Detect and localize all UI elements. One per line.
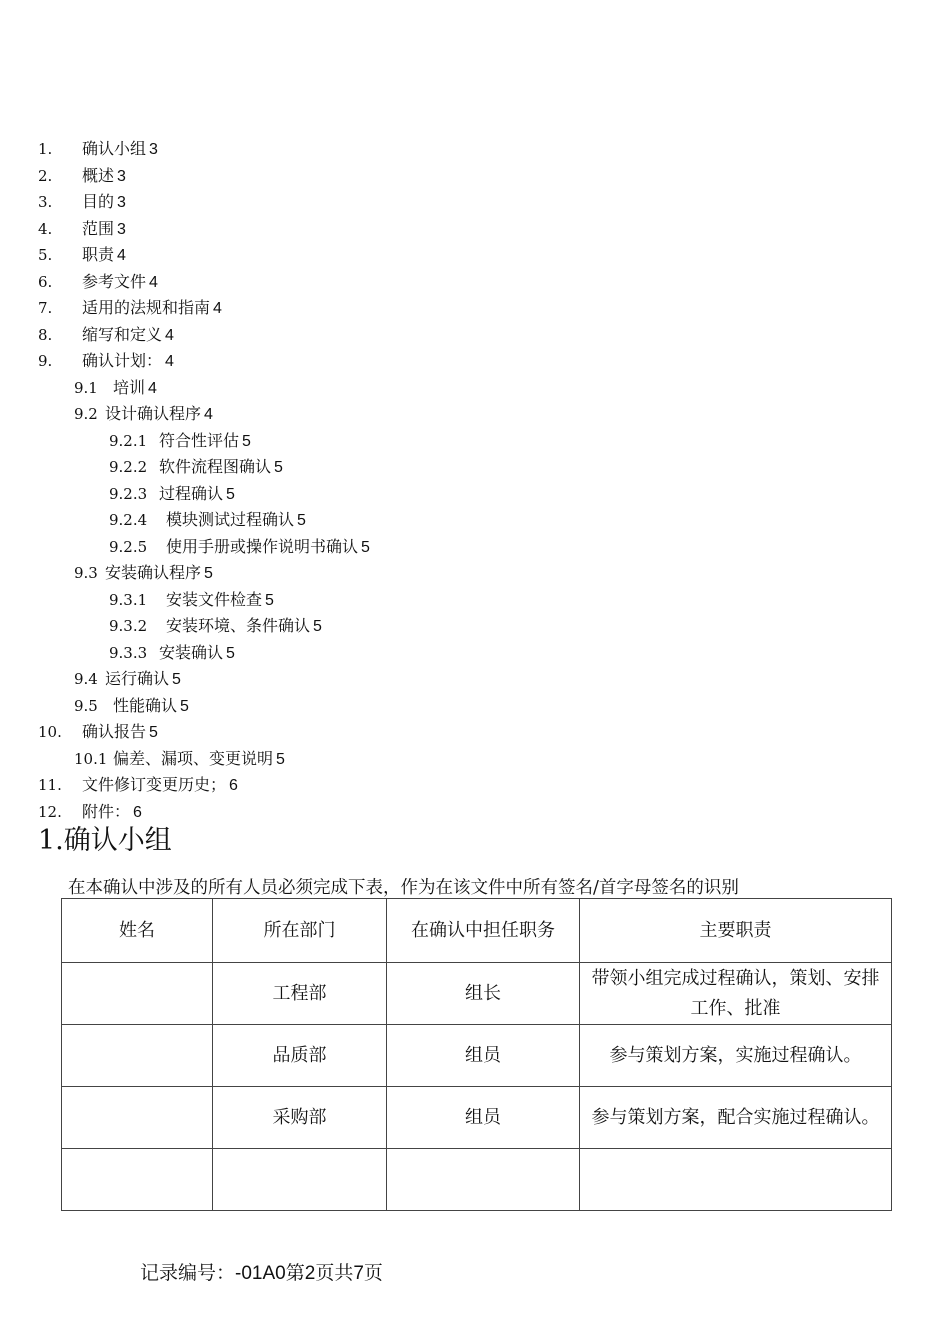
toc-number: 11. (38, 776, 62, 794)
toc-number: 9.2.3 (109, 484, 148, 503)
toc-page-number: 4 (165, 326, 174, 344)
toc-title: 软件流程图确认 (159, 457, 272, 476)
cell-department: 工程部 (213, 963, 387, 1025)
toc-entry[interactable] (0, 719, 950, 746)
toc-title: 安装文件检查 (166, 589, 263, 609)
toc-page-number: 5 (172, 671, 181, 688)
toc-number: 12. (38, 802, 62, 821)
toc-title: 安装确认程序 (105, 563, 202, 582)
toc-title: 文件修订变更历史； (82, 775, 227, 794)
toc-number: 7. (38, 299, 53, 317)
page-middle: 页共 (315, 1262, 354, 1284)
page-current: 2 (304, 1263, 316, 1284)
cell-responsibility[interactable] (580, 1149, 892, 1211)
toc-number: 9. (38, 352, 53, 370)
section-intro: 在本确认中涉及的所有人员必须完成下表，作为在该文件中所有签名/首字母签名的识别 (68, 878, 739, 898)
toc-entry[interactable] (0, 136, 950, 163)
toc-title: 确认小组 (82, 139, 147, 158)
toc-entry[interactable] (0, 507, 950, 534)
cell-department[interactable] (213, 1149, 387, 1211)
toc-number: 8. (38, 325, 53, 344)
header-name: 姓名 (62, 899, 213, 963)
cell-role: 组长 (387, 963, 580, 1025)
toc-entry[interactable] (0, 269, 950, 296)
toc-page-number: 5 (361, 538, 370, 556)
header-role: 在确认中担任职务 (387, 899, 580, 963)
toc-page-number: 5 (180, 697, 189, 715)
toc-title: 职责 (82, 245, 115, 264)
toc-entry[interactable] (0, 401, 950, 428)
toc-entry[interactable] (0, 613, 950, 640)
toc-number: 9.4 (74, 670, 98, 688)
page-suffix: 页 (363, 1262, 383, 1284)
cell-name[interactable] (62, 963, 213, 1025)
team-table (61, 898, 892, 1211)
toc-number: 9.2.1 (109, 431, 148, 450)
toc-page-number: 5 (226, 644, 235, 662)
table-row (62, 963, 892, 1025)
toc-entry[interactable] (0, 746, 950, 773)
toc-entry[interactable] (0, 534, 950, 561)
toc-number: 9.2.2 (109, 458, 148, 476)
table-row (62, 1087, 892, 1149)
header-responsibility: 主要职责 (580, 899, 892, 963)
cell-department: 采购部 (213, 1087, 387, 1149)
toc-number: 9.2.4 (109, 511, 148, 529)
toc-number: 9.5 (74, 696, 98, 715)
toc-entry[interactable] (0, 216, 950, 243)
toc-page-number: 4 (148, 379, 157, 397)
table-row (62, 1025, 892, 1087)
cell-name[interactable] (62, 1087, 213, 1149)
toc-entry[interactable] (0, 163, 950, 190)
toc-number: 9.2.5 (109, 537, 148, 556)
toc-title: 安装环境、条件确认 (166, 616, 311, 635)
toc-entry[interactable] (0, 454, 950, 481)
toc-number: 2. (38, 166, 53, 185)
toc-page-number: 5 (297, 512, 306, 529)
table-row (62, 1149, 892, 1211)
toc-page-number: 5 (265, 591, 274, 609)
toc-entry[interactable] (0, 189, 950, 216)
toc-entry[interactable] (0, 560, 950, 587)
toc-page-number: 5 (226, 485, 235, 503)
record-number-label: 记录编号： (140, 1262, 236, 1284)
toc-number: 9.3.3 (109, 643, 148, 662)
toc-page-number: 6 (133, 803, 142, 821)
toc-entry[interactable] (0, 772, 950, 799)
toc-page-number: 5 (276, 750, 285, 768)
toc-page-number: 4 (149, 273, 158, 291)
toc-entry[interactable] (0, 666, 950, 693)
toc-number: 10. (38, 723, 62, 741)
toc-page-number: 6 (229, 777, 238, 794)
record-number-code: -01A0 (235, 1263, 286, 1284)
toc-title: 设计确认程序 (105, 404, 202, 423)
toc-page-number: 5 (204, 565, 213, 582)
cell-responsibility: 参与策划方案，配合实施过程确认。 (580, 1087, 892, 1149)
toc-page-number: 5 (242, 432, 251, 450)
toc-number: 6. (38, 272, 53, 291)
toc-entry[interactable] (0, 242, 950, 269)
page-prefix: 第 (285, 1262, 305, 1284)
toc-number: 5. (38, 246, 53, 264)
page-footer (140, 1258, 383, 1289)
toc-title: 运行确认 (105, 669, 170, 688)
toc-page-number: 3 (149, 141, 158, 158)
toc-entry[interactable] (0, 295, 950, 322)
toc-number: 9.1 (74, 378, 98, 397)
toc-page-number: 4 (204, 406, 213, 423)
toc-title: 符合性评估 (159, 430, 240, 450)
toc-title: 确认报告 (82, 722, 147, 741)
toc-number: 9.3.1 (109, 590, 148, 609)
toc-title: 目的 (82, 192, 115, 211)
toc-title: 范围 (82, 218, 115, 238)
toc-page-number: 5 (274, 459, 283, 476)
toc-number: 9.2 (74, 405, 98, 423)
toc-page-number: 5 (313, 618, 322, 635)
toc-number: 3. (38, 193, 53, 211)
toc-entry[interactable] (0, 640, 950, 667)
toc-number: 10.1 (74, 749, 108, 768)
toc-entry[interactable] (0, 322, 950, 349)
toc-number: 1. (38, 140, 53, 158)
toc-entry[interactable] (0, 428, 950, 455)
toc-entry[interactable] (0, 693, 950, 720)
toc-number: 4. (38, 219, 53, 238)
toc-title: 概述 (82, 165, 115, 185)
toc-page-number: 4 (165, 353, 174, 370)
toc-title: 适用的法规和指南 (82, 298, 211, 317)
toc-title: 缩写和定义 (82, 324, 163, 344)
toc-page-number: 5 (149, 724, 158, 741)
toc-page-number: 4 (117, 247, 126, 264)
cell-name[interactable] (62, 1025, 213, 1087)
cell-name[interactable] (62, 1149, 213, 1211)
toc-entry[interactable] (0, 481, 950, 508)
section-heading: 1.确认小组 (38, 825, 172, 856)
toc-page-number: 4 (213, 300, 222, 317)
toc-title: 培训 (113, 377, 146, 397)
toc-page-number: 3 (117, 194, 126, 211)
cell-responsibility: 参与策划方案，实施过程确认。 (580, 1025, 892, 1087)
cell-role: 组员 (387, 1087, 580, 1149)
toc-number: 9.3 (74, 564, 98, 582)
toc-number: 9.3.2 (109, 617, 148, 635)
table-header-row (62, 899, 892, 963)
page-total: 7 (353, 1263, 364, 1284)
toc-title: 附件： (82, 801, 131, 821)
toc-title: 使用手册或操作说明书确认 (166, 536, 359, 556)
toc-title: 确认计划： (82, 351, 163, 370)
toc-title: 过程确认 (159, 483, 224, 503)
toc-title: 性能确认 (113, 695, 178, 715)
toc-entry[interactable] (0, 348, 950, 375)
cell-role: 组员 (387, 1025, 580, 1087)
cell-department: 品质部 (213, 1025, 387, 1087)
toc-entry[interactable] (0, 587, 950, 614)
toc-page-number: 3 (117, 220, 126, 238)
toc-title: 模块测试过程确认 (166, 510, 295, 529)
toc-title: 安装确认 (159, 642, 224, 662)
toc-title: 偏差、漏项、变更说明 (113, 748, 274, 768)
table-of-contents (0, 136, 950, 825)
toc-title: 参考文件 (82, 271, 147, 291)
header-department: 所在部门 (213, 899, 387, 963)
toc-entry[interactable] (0, 375, 950, 402)
cell-role[interactable] (387, 1149, 580, 1211)
cell-responsibility: 带领小组完成过程确认，策划、安排工作、批准 (580, 963, 892, 1025)
toc-page-number: 3 (117, 167, 126, 185)
